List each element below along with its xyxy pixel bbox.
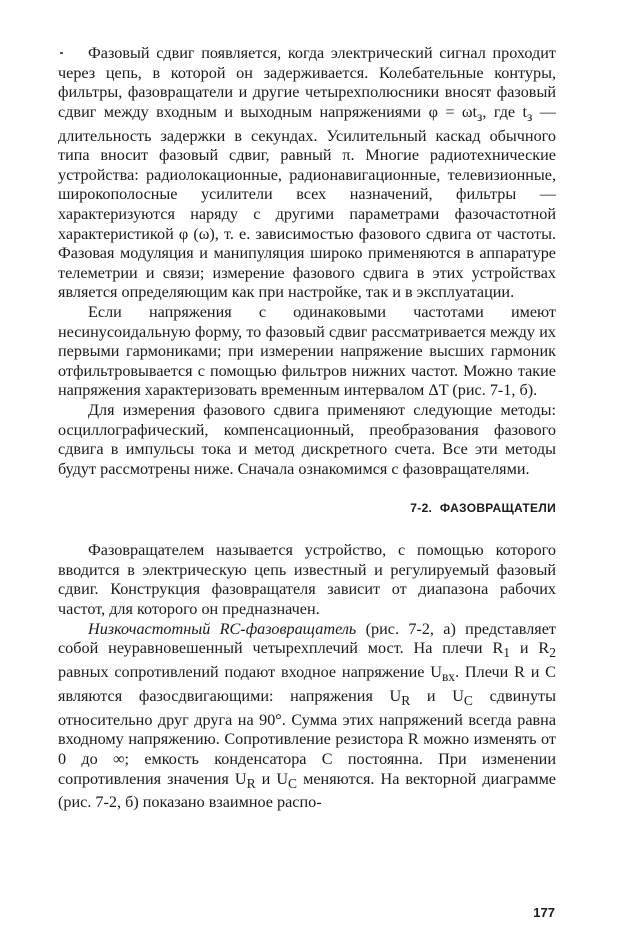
text-run: (рис. 7-2, а) представляет собой неуравновешенный четырехплечий мост. На плечи R bbox=[58, 619, 556, 658]
page-number: 177 bbox=[533, 905, 555, 920]
text-run: и U bbox=[410, 686, 464, 705]
text-run: меняются. На векторной диаграмме (рис. 7-2, б) показано взаимное распо- bbox=[58, 769, 556, 812]
paragraph-nonsinusoidal: Если напряжения с одинаковыми частотами имеют несинусоидальную форму, то фазовый сдвиг рассматривается между их первыми гармониками; при измерении напряжение высших гармоник отфильтровывается с помощью фильтров нижних частот. Можно такие напряжения характеризовать временным интервалом ΔT (рис. 7-1, б). bbox=[58, 302, 556, 400]
subscript: 2 bbox=[549, 645, 556, 661]
subscript: 1 bbox=[503, 645, 511, 661]
paragraph-phase-shift-intro bbox=[58, 44, 556, 303]
subscript: R bbox=[401, 693, 411, 709]
section-number: 7-2. bbox=[410, 501, 433, 516]
subscript: R bbox=[246, 775, 256, 791]
page-body bbox=[58, 44, 556, 813]
section-title: ФАЗОВРАЩАТЕЛИ bbox=[439, 501, 556, 516]
text-run: . Плечи R и C являются фазосдвигающими: напряжения U bbox=[58, 663, 556, 705]
section-heading bbox=[58, 501, 556, 515]
subscript: з bbox=[477, 109, 483, 125]
text-run: Фазовый сдвиг появляется, когда электрический сигнал проходит через цепь, в которой он задерживается. Колебательные контуры, фильтры, фазовращатели и другие четырехполюсники вносят фазовый сдвиг между входным и выходным напряжениями φ = ωt bbox=[58, 44, 556, 121]
text-run: и U bbox=[255, 769, 289, 788]
text-run: равных сопротивлений подают входное напряжение U bbox=[58, 663, 442, 682]
italic-term: Низкочастотный RC-фазовращатель bbox=[88, 619, 357, 638]
text-run: сдвинуты относительно друг друга на 90°. Сумма этих напряжений всегда равна входному напряжению. Сопротивление резистора R можно изменять от 0 до ∞; емкость конденсатора C постоянна. При изменении сопротивления значения U bbox=[58, 686, 557, 788]
paragraph-phase-shifter-definition: Фазовращателем называется устройство, с помощью которого вводится в электрическую цепь известный и регулируемый фазовый сдвиг. Конструкция фазовращателя зависит от диапазона рабочих частот, для которого он предназначен. bbox=[58, 541, 556, 619]
subscript: C bbox=[288, 775, 298, 791]
text-run: — длительность задержки в секундах. Усилительный каскад обычного типа вносит фазовый сдвиг, равный π. Многие радиотехнические устройства: радиолокационные, радионавигационные, телевизионные, широкополосные усилители всех назначений, фильтры — характеризуются наряду с другими параметрами фазочастотной характеристикой φ (ω), т. е. зависимостью фазового сдвига от частоты. Фазовая модуляция и манипуляция широко применяются в аппаратуре телеметрии и связи; измерение фазового сдвига в этих устройствах является определяющим как при настройке, так и в эксплуатации. bbox=[58, 102, 556, 302]
subscript: з bbox=[527, 109, 533, 125]
subscript: C bbox=[463, 693, 473, 709]
paragraph-methods: Для измерения фазового сдвига применяют следующие методы: осциллографический, компенсационный, преобразования фазового сдвига в импульсы тока и метод дискретного счета. Все эти методы будут рассмотрены ниже. Сначала ознакомимся с фазовращателями. bbox=[58, 400, 556, 478]
text-run: и R bbox=[510, 639, 550, 658]
text-run: , где t bbox=[482, 102, 528, 121]
subscript: вх bbox=[441, 669, 456, 685]
paragraph-rc-phase-shifter bbox=[58, 620, 556, 813]
